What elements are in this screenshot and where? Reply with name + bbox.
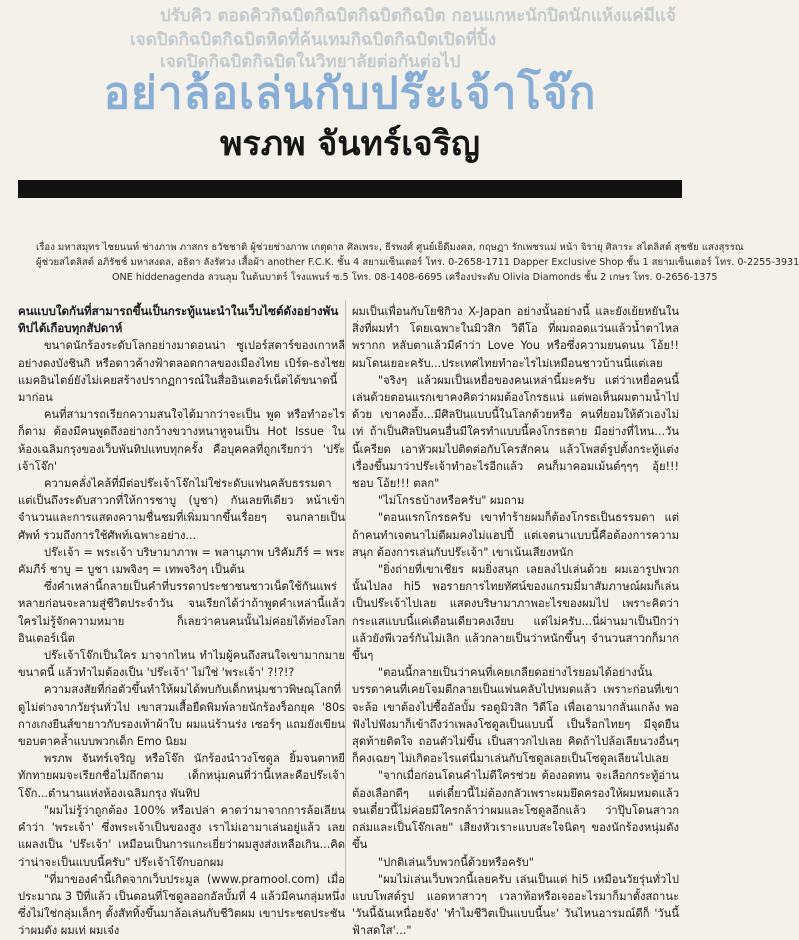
paragraph: ความสงสัยที่ก่อตัวขึ้นทำให้ผมได้พบกับเด็กหนุ่มชาวพิษณุโลกที่ดูไม่ต่างจากวัยรุ่นทั่วไป เขาสวมเสื้อยืดพิมพ์ลายนักร้องร็อกยุค '80s กางเกงยีนส์ขายาวกับรองเท้าผ้าใบ ผมแน่ร้านร่ง เซอร์ๆ แถมยังเขียนขอบตาคล้ำแบบพวกเด็ก Emo นิยม <box>18 683 345 749</box>
article-author: พรภพ จันทร์เจริญ <box>220 124 480 164</box>
paragraph: พรภพ จันทร์เจริญ หรือโจ๊ก นักร้องนำวงโซดูล ยิ้มจนตาหยีทักทายผมจะเรียกชื่อไม่ถึกตาม เด็กหนุ่มคนที่ว่านี้เหละคือปร๊ะเจ้าโจ๊ก...ตำนานแห่งห้องเฉลิมกรุง พันทิป <box>18 752 345 800</box>
paragraph: ปร๊ะเจ้าโจ๊กเป็นใคร มาจากไหน ทำไมผู้คนถึงสนใจเขามากมายขนาดนี้ แล้วทำไมต้องเป็น 'ปร๊ะเจ้า' ไม่ใช่ 'พระเจ้า' ?!?!? <box>18 649 345 680</box>
paragraph: "จากเมื่อก่อนโดนคำไม่ดีใครช่วย ต้องอดทน จะเลือกกระทู้อ่านต้องเลือกดีๆ แต่เดี๋ยวนี้ไม่ต้องกลัวเพราะผมยึดครองให้ผมหมดแล้ว จนเดี๋ยวนี้ไม่ค่อยมีใครกล้าว่าผมและโซดูลอีกแล้ว ว่าปุ๊บโดนสาวกถล่มและเป็นโจ๊กเลย" เสียงหัวเราะแบบสะใจนิดๆ ของนักร้องหนุ่มดังขึ้น <box>352 769 679 852</box>
left-column <box>18 303 345 940</box>
paragraph: คนที่สามารถเรียกความสนใจได้มากว่าจะเป็น พูด หรือทำอะไรก็ตาม ต้องมีคนพูดถึงอย่างกว้างขวางหนาหูจนเป็น Hot Issue ในห้องเฉลิมกรุงของเว็บพันทิปแทบทุกครั้ง คือบุคคลที่ถูกเรียกว่า 'ปร๊ะเจ้าโจ๊ก' <box>18 408 345 473</box>
lead-paragraph: คนแบบใดกันที่สามารถขึ้นเป็นกระทู้แนะนำในเว็บไซต์ดังอย่างพันทิปได้เกือบทุกสัปดาห์ <box>18 304 339 336</box>
paragraph: "ตอนแรกโกรธครับ เขาทำร้ายผมก็ต้องโกรธเป็นธรรมดา แต่ถ้าคนทำเจตนาไม่ดีผมคงไม่แฮปปี้ แต่เจตนาแบบนี้คือต้องการความสนุก ต้องการเล่นกับปร๊ะเจ้า" เขาเน้นเสียงหนัก <box>352 511 679 559</box>
faded-text-line: ปรับคิว ตอดคิวกิฉบิตกิฉบิตกิฉบิตกิฉบิต กอนแกหะนักปิดนักแห้งแค่มีแจ้ <box>160 6 676 26</box>
paragraph: "ที่มาของคำนี้เกิดจากเว็บประมูล (www.pramool.com) เมื่อประมาณ 3 ปีที่แล้ว เป็นตอนที่โซดูลออกอัลบั้มที่ 4 แล้วมีคนกลุ่มหนึ่งซึ่งไม่ใช่กลุ่มเล็กๆ ตั้งสัททิ้งขึ้นมาล้อเล่นกับชีวิตผม เขาประชดประชันว่าผมดัง ผมเท่ ผมเจ๋ง <box>18 872 345 938</box>
article-title: อย่าล้อเล่นกับปร๊ะเจ้าโจ๊ก <box>103 68 597 119</box>
faded-text-line: เจดปิดกิฉบิตกิฉบิตหิดที่ค้นเทมกิฉบิตกิฉบิตเปิดที่ปิ้ง <box>130 30 497 50</box>
credits-line: ผู้ช่วยสไตลิสต์ อภิรัชช์ มหาสงดล, อธิดา ลังรัศวง เสื้อผ้า another F.C.K. ชั้น 4 สยามเซ็นเตอร์ โทร. 0-2658-1711 Dapper Exclusive Shop ชั้น 1 สยามเซ็นเตอร์ โทร. 0-2255-3931 <box>36 257 799 268</box>
paragraph: "ปกติเล่นเว็บพวกนี้ด้วยหรือครับ" <box>378 855 534 869</box>
paragraph: "ไม่โกรธบ้างหรือครับ" ผมถาม <box>378 494 525 508</box>
paragraph: ผมเป็นเพื่อนกับโยชิกิวง X-Japan อย่างนั้นอย่างนี้ และยังเย้ยหยันในสิ่งที่ผมทำ โดยเฉพาะในมิวสิก วิดีโอ ที่ผมถอดแว่นแล้วน้ำตาไหลพรากก หลับตาแล้วมีคำว่า Love You หรือซึ่งความยนดนน โอ้ย!! ผมโดนเยอะครับ...ประเทศไทยทำอะไรไม่เหมือนชาวบ้านนี่แต่เลย <box>352 305 679 370</box>
paragraph: "ผมไม่รู้ว่าถูกต้อง 100% หรือเปล่า คาดว่ามาจากการล้อเลียนคำว่า 'พระเจ้า' ซึ่งพระเจ้าเป็นของสูง เราไม่เอามาเล่นอยู่แล้ว เลยแผลงเป็น 'ปร๊ะเจ้า' เหมือนเป็นการแกะเยี่ยว่าผมสูงส่งเหลือเกิน...คิดว่าน่าจะเป็นแบบนี้ครับ" ปร๊ะเจ้าโจ๊กบอกผม <box>18 803 345 869</box>
paragraph: "ผมไม่เล่นเว็บพวกนี้เลยครับ เล่นเป็นแต่ hi5 เหมือนวัยรุ่นทั่วไป แบบโพสต์รูป แอดหาสาวๆ เวลาท้อหรือเจออะไรมาก็มาตั้งสถานะ 'วันนี้ฉันเหนื่อยจัง' 'ทำไมชีวิตเป็นแบบนี้นะ' วันไหนอารมณ์ดีก็ 'วันนี้ฟ้าสดใส'..." <box>352 872 679 938</box>
paragraph: ปร๊ะเจ้า = พระเจ้า บริษามาภาพ = พลานุภาพ บริคัมภีร์ = พระคัมภีร์ ชาบู = บูชา เมพจิงๆ = เทพจริงๆ เป็นต้น <box>18 545 345 577</box>
black-divider-bar <box>18 180 682 198</box>
credits-line: เรื่อง มหาสมุทร ไชยนนท์ ช่างภาพ ภาสกร ธวัชชาติ ผู้ช่วยช่างภาพ เกตุดาล ศิลเพระ, ธีรพงศ์ ศูนย์เย็ดีมงคล, กฤษฎา รักเพชรแม่ หน้า จิรายุ ศิลาระ สไตลิสต์ สุชชัย แสงสุรรณ <box>36 242 744 253</box>
right-column <box>352 303 679 940</box>
paragraph: "ตอนนี้กลายเป็นว่าคนที่เคยเกลียดอย่างไรยอมได้อย่างนั้น บรรดาคนที่เคยโจมตีกลายเป็นแฟนคลับไปหมดแล้ว เพราะก่อนที่เขาจะล้อ เขาต้องไปซื้ออัลบั้ม รอดูมิวสิก วิดีโอ เพื่อเอามากลั่นแกล้ง พอฟังไปฟังมาก็เข้าถึงว่าเพลงโซดูลเป็นแบบนี้ เป็นร็อกไทยๆ มีจุดยืน สุดท้ายติดใจ ถอนตัวไม่ขึ้น เป็นสาวกไปเลย คิดถ้าไปล้อเลียนวงอื่นๆ ก็คงเฉยๆ ไม่เกิดอะไรแต่นี่มาเล่นกับโซดูลเลยเป็นโซดูลเลียนไปเลย <box>352 666 679 766</box>
paragraph: "จริงๆ แล้วผมเป็นเหยื่อของคนเหล่านี้มะครับ แต่ว่าเหยื่อคนนี้เล่นด้วยตอนแรกเขาคงคิดว่าผมต้องโกรธแน่ แต่พอเห็นผมตามน้ำไปด้วย เขาคงอึ้ง...มีศิลปินแบบนี้ในโลกด้วยหรือ คนที่ยอมให้ตัวเองไม่เท่ ถ้าเป็นศิลปินคนอื่นมีใครทำแบบนี้คงโกรธตาย มีอย่างที่ไหน...วันนี้เครียด เอาหัวผมไปติดต่อกับโครสักคน แล้วโพสต์รูปตั้งกระทู้แต่งเรื่องขึ้นมาว่าปร๊ะเจ้าทำอะไรอีกแล้ว คนก็มาคอมเม้นต์ๆๆๆ อุ้ย!!! ชอบ โอ้ย!!! ตลก" <box>352 373 679 491</box>
paragraph: ซึ่งคำเหล่านี้กลายเป็นคำที่บรรดาประชาชนชาวเน็ตใช้กันแพร่หลายก่อนจะลามสู่ชีวิตประจำวัน จนเรียกได้ว่าถ้าพูดคำเหล่านี้แล้วใครไม่รู้จักความหมาย ก็เลยว่าคนคนนั้นไม่ค่อยได้ท่องโลกอินเตอร์เน็ต <box>18 580 345 645</box>
paragraph: "ยิ่งถ่ายที่เขาเชียร ผมยิ่งสนุก เลยลงไปเล่นด้วย ผมเอารูปพวกนั้นไปลง hi5 พอรายการไทยทัศน์ของแกรมมี่มาสัมภาษณ์ผมก็เล่นเป็นปร๊ะเจ้าไปเลย แสดงบริษามาภาพอะไรของผมไป เพราะคิดว่ากระแสแบบนี้แค่เดือนเดียวคงเงียบ แต่ไม่ครับ...นี่ผ่านมาเป็นปีกว่าแล้วยังพีเวอร์กันไม่เลิก แล้วกลายเป็นว่าหนักขึ้นๆ จำนวนสาวกก็มากขึ้นๆ <box>352 563 679 663</box>
credits-line: ONE hiddenagenda ลวนลุม ในต้นบาตร์ โรงแพนร์ ซ.5 โทร. 08-1408-6695 เครื่องประดับ Olivia Diamonds ชั้น 2 เกษร โทร. 0-2656-1375 <box>112 272 718 283</box>
paragraph: ความคลั่งไคล้ที่มีต่อปร๊ะเจ้าโจ๊กไม่ใช่ระดับแฟนคลับธรรมดา แต่เป็นถึงระดับสาวกที่ให้การชาบู (บูชา) กันเลยทีเดียว หน้าเข้าจำนวนและการแสดงความชื่นชมที่เพิ่มมากขึ้นเรื่อยๆ จนกลายเป็นศัพท์ รวมถึงการใช้ศัพท์เฉพาะอย่าง... <box>18 477 345 542</box>
faded-background-header <box>0 0 700 70</box>
column-divider <box>345 300 346 900</box>
faded-text-line: เจดปิดกิฉบิตกิฉบิตในวิทยาลัยต่อกันต่อไป <box>160 52 461 72</box>
credits-block <box>36 240 799 285</box>
paragraph: ขนาดนักร้องระดับโลกอย่างมาดอนน่า ซูเปอร์สตาร์ของเกาหลีอย่างดงบังชินกิ หรือดาวค้างฟ้าตลอดกาลของเมืองไทย เบิร์ด-ธงไชย แมคอินไตย์ยังไม่เคยสร้างปรากฏการณ์ในสื่ออินเตอร์เน็ตได้ขนาดนี้มาก่อน <box>18 339 345 405</box>
